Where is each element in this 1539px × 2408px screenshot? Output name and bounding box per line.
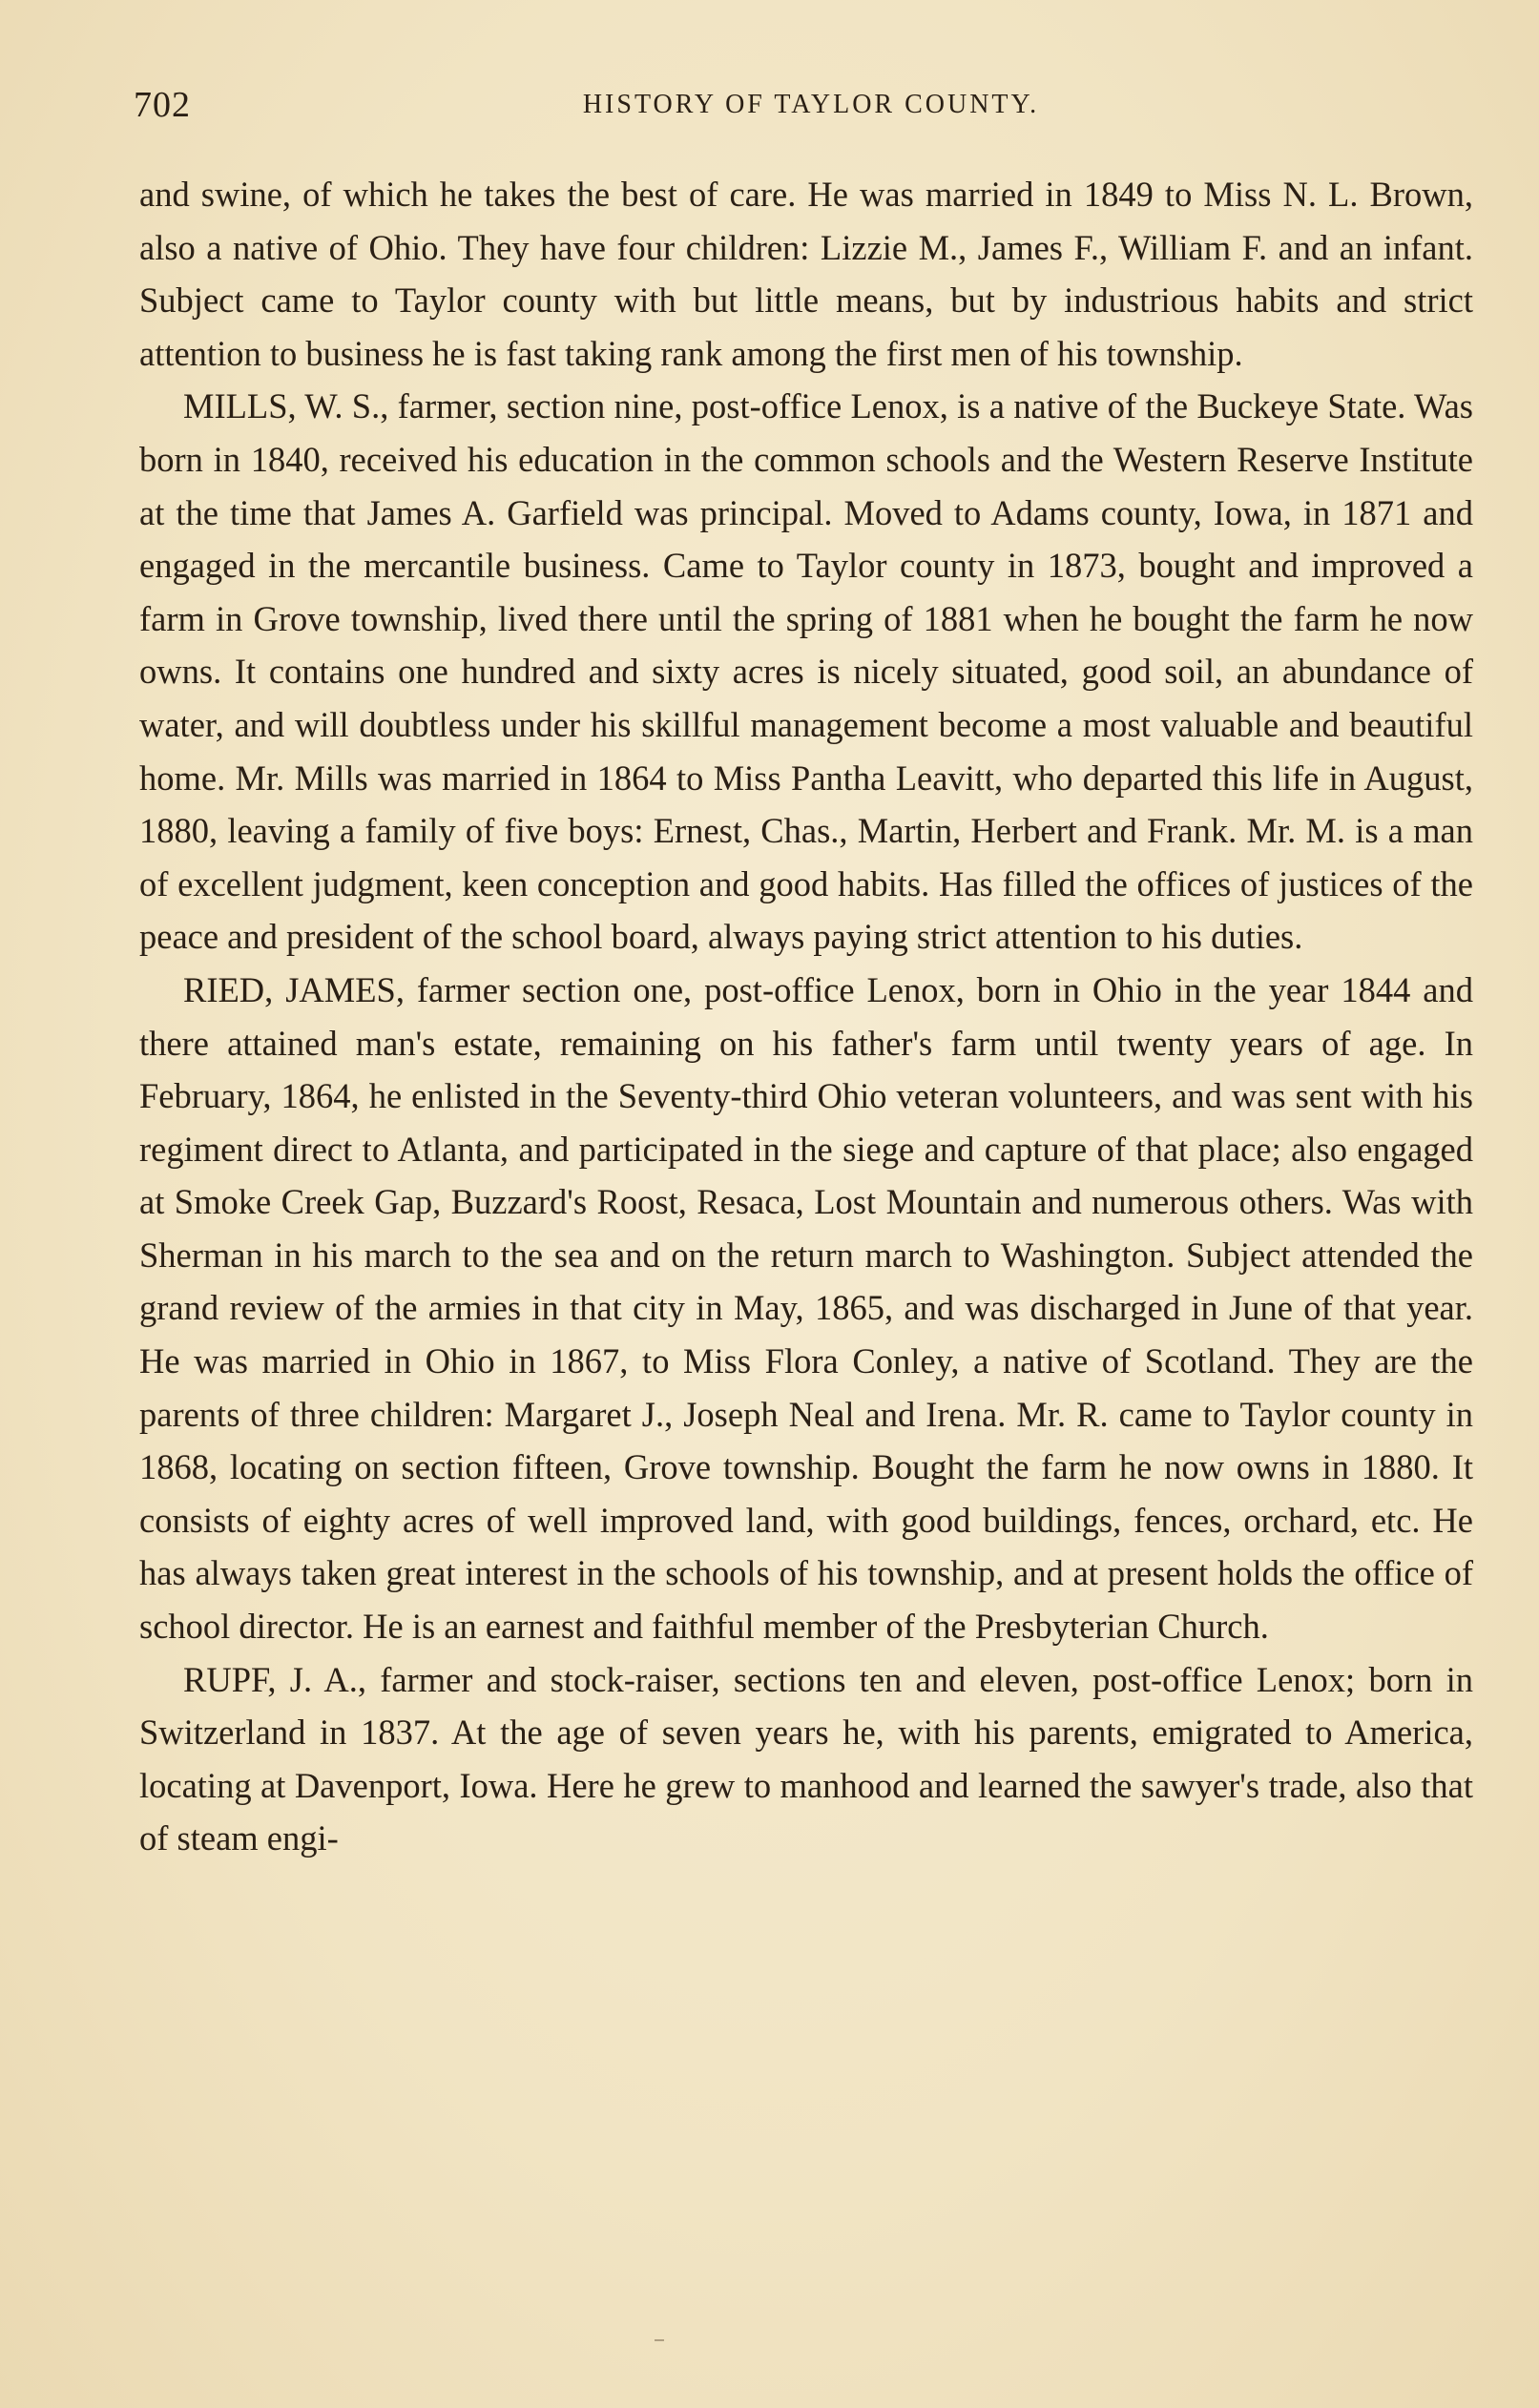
paragraph-rupf-entry: RUPF, J. A., farmer and stock-raiser, sections ten and eleven, post-office Lenox; born in Switzerland in 1837. At the age of seven years he, with his parents, emigrated to America, locating at Davenport, Iowa. Here he grew to manhood and learned the sawyer's trade, also that of steam engi-: [139, 1659, 1473, 1858]
page-number: 702: [134, 85, 191, 125]
paragraph-mills-entry: MILLS, W. S., farmer, section nine, post-office Lenox, is a native of the Buckeye State. Was born in 1840, received his education in the common schools and the Western Reserve Institute at the time that James A. Garfield was principal. Moved to Adams county, Iowa, in 1871 and engaged in the mercantile business. Came to Taylor county in 1873, bought and improved a farm in Grove township, lived there until the spring of 1881 when he bought the farm he now owns. It contains one hundred and sixty acres is nicely situated, good soil, an abundance of water, and will doubtless under his skillful management become a most valuable and beautiful home. Mr. Mills was married in 1864 to Miss Pantha Leavitt, who departed this life in August, 1880, leaving a family of five boys: Ernest, Chas., Martin, Herbert and Frank. Mr. M. is a man of excellent judgment, keen conception and good habits. Has filled the offices of justices of the peace and president of the school board, always paying strict attention to his duties.: [139, 386, 1473, 957]
bottom-print-mark: [655, 2339, 664, 2341]
running-head: HISTORY OF TAYLOR COUNTY.: [582, 90, 1040, 119]
paragraph-continuation: and swine, of which he takes the best of care. He was married in 1849 to Miss N. L. Brown, also a native of Ohio. They have four children: Lizzie M., James F., William F. and an infant. Subject came to Taylor county with but little means, but by industrious habits and strict attention to business he is fast taking rank among the first men of his township.: [139, 175, 1473, 373]
page-header: [134, 84, 1488, 132]
paragraph-ried-entry: RIED, JAMES, farmer section one, post-office Lenox, born in Ohio in the year 1844 and there attained man's estate, remaining on his father's farm until twenty years of age. In February, 1864, he enlisted in the Seventy-third Ohio veteran volunteers, and was sent with his regiment direct to Atlanta, and participated in the siege and capture of that place; also engaged at Smoke Creek Gap, Buzzard's Roost, Resaca, Lost Mountain and numerous others. Was with Sherman in his march to the sea and on the return march to Washington. Subject attended the grand review of the armies in that city in May, 1865, and was discharged in June of that year. He was married in Ohio in 1867, to Miss Flora Conley, a native of Scotland. They are the parents of three children: Margaret J., Joseph Neal and Irena. Mr. R. came to Taylor county in 1868, locating on section fifteen, Grove township. Bought the farm he now owns in 1880. It consists of eighty acres of well improved land, with good buildings, fences, orchard, etc. He has always taken great interest in the schools of his township, and at present holds the office of school director. He is an earnest and faithful member of the Presbyterian Church.: [139, 969, 1473, 1647]
body-text: [139, 168, 1473, 1865]
